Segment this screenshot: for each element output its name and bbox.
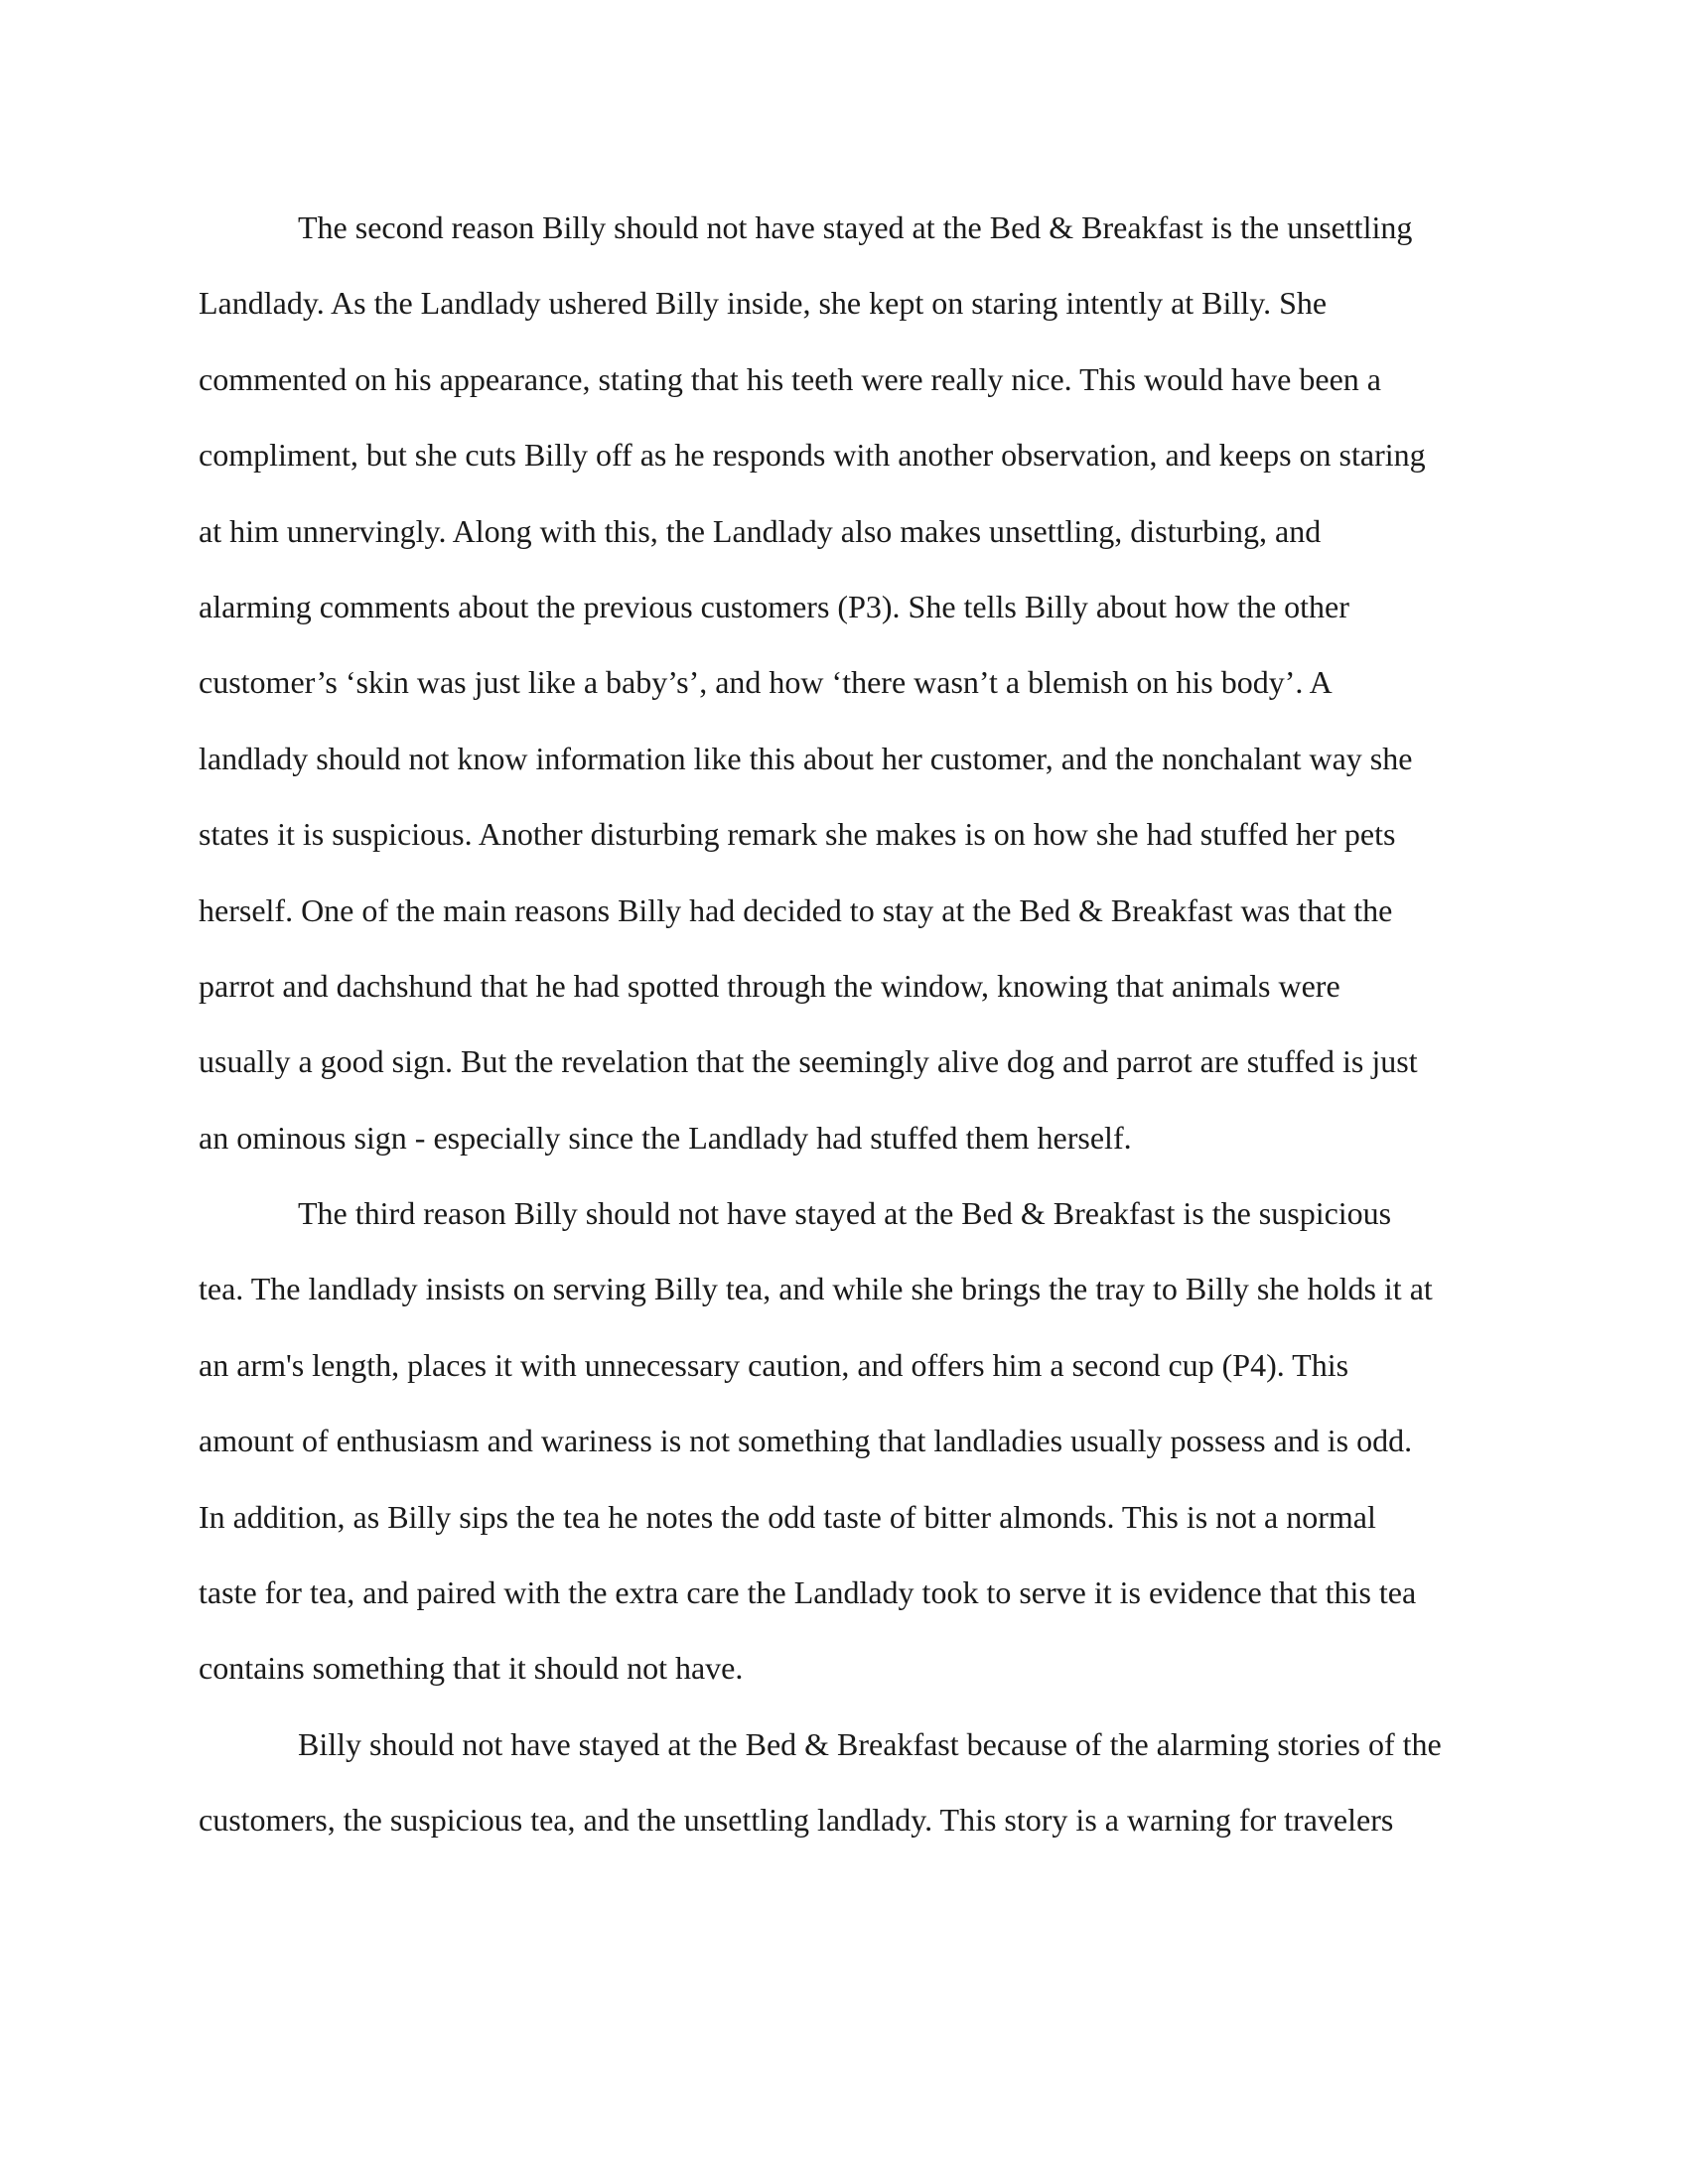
paragraph-1-line-13: an ominous sign - especially since the Landlady had stuffed them herself. <box>199 1119 1132 1156</box>
paragraph-1-line-11: parrot and dachshund that he had spotted through the window, knowing that animals were <box>199 967 1340 1004</box>
paragraph-3-line-2: customers, the suspicious tea, and the unsettling landlady. This story is a warning for travelers <box>199 1802 1394 1839</box>
paragraph-1-line-5: at him unnervingly. Along with this, the Landlady also makes unsettling, disturbing, and <box>199 512 1322 549</box>
paragraph-1-line-1: The second reason Billy should not have stayed at the Bed & Breakfast is the unsettling <box>298 209 1413 245</box>
paragraph-2-line-2: tea. The landlady insists on serving Billy tea, and while she brings the tray to Billy she holds it at <box>199 1271 1433 1307</box>
paragraph-1-line-8: landlady should not know information like this about her customer, and the nonchalant way she <box>199 740 1413 776</box>
paragraph-1-line-4: compliment, but she cuts Billy off as he responds with another observation, and keeps on staring <box>199 437 1426 474</box>
paragraph-3-line-1: Billy should not have stayed at the Bed & Breakfast because of the alarming stories of the <box>298 1725 1442 1762</box>
paragraph-1-line-2: Landlady. As the Landlady ushered Billy inside, she kept on staring intently at Billy. She <box>199 285 1328 322</box>
paragraph-2-line-1: The third reason Billy should not have stayed at the Bed & Breakfast is the suspicious <box>298 1195 1392 1232</box>
paragraph-2-line-5: In addition, as Billy sips the tea he notes the odd taste of bitter almonds. This is not a normal <box>199 1498 1376 1535</box>
body-text <box>199 190 1494 1858</box>
paragraph-1-line-10: herself. One of the main reasons Billy had decided to stay at the Bed & Breakfast was that the <box>199 891 1393 928</box>
paragraph-1-line-12: usually a good sign. But the revelation that the seemingly alive dog and parrot are stuffed is just <box>199 1043 1418 1080</box>
paragraph-2-line-3: an arm's length, places it with unnecessary caution, and offers him a second cup (P4). This <box>199 1346 1349 1383</box>
paragraph-2-line-4: amount of enthusiasm and wariness is not something that landladies usually possess and is odd. <box>199 1423 1413 1459</box>
paragraph-1-line-3: commented on his appearance, stating that his teeth were really nice. This would have been a <box>199 360 1381 397</box>
paragraph-2-line-7: contains something that it should not have. <box>199 1650 744 1687</box>
paragraph-2-line-6: taste for tea, and paired with the extra care the Landlady took to serve it is evidence that this tea <box>199 1574 1417 1611</box>
paragraph-1-line-9: states it is suspicious. Another disturbing remark she makes is on how she had stuffed her pets <box>199 816 1396 853</box>
paragraph-1-line-7: customer’s ‘skin was just like a baby’s’, and how ‘there wasn’t a blemish on his body’. A <box>199 664 1333 701</box>
paragraph-1-line-6: alarming comments about the previous customers (P3). She tells Billy about how the other <box>199 588 1349 624</box>
